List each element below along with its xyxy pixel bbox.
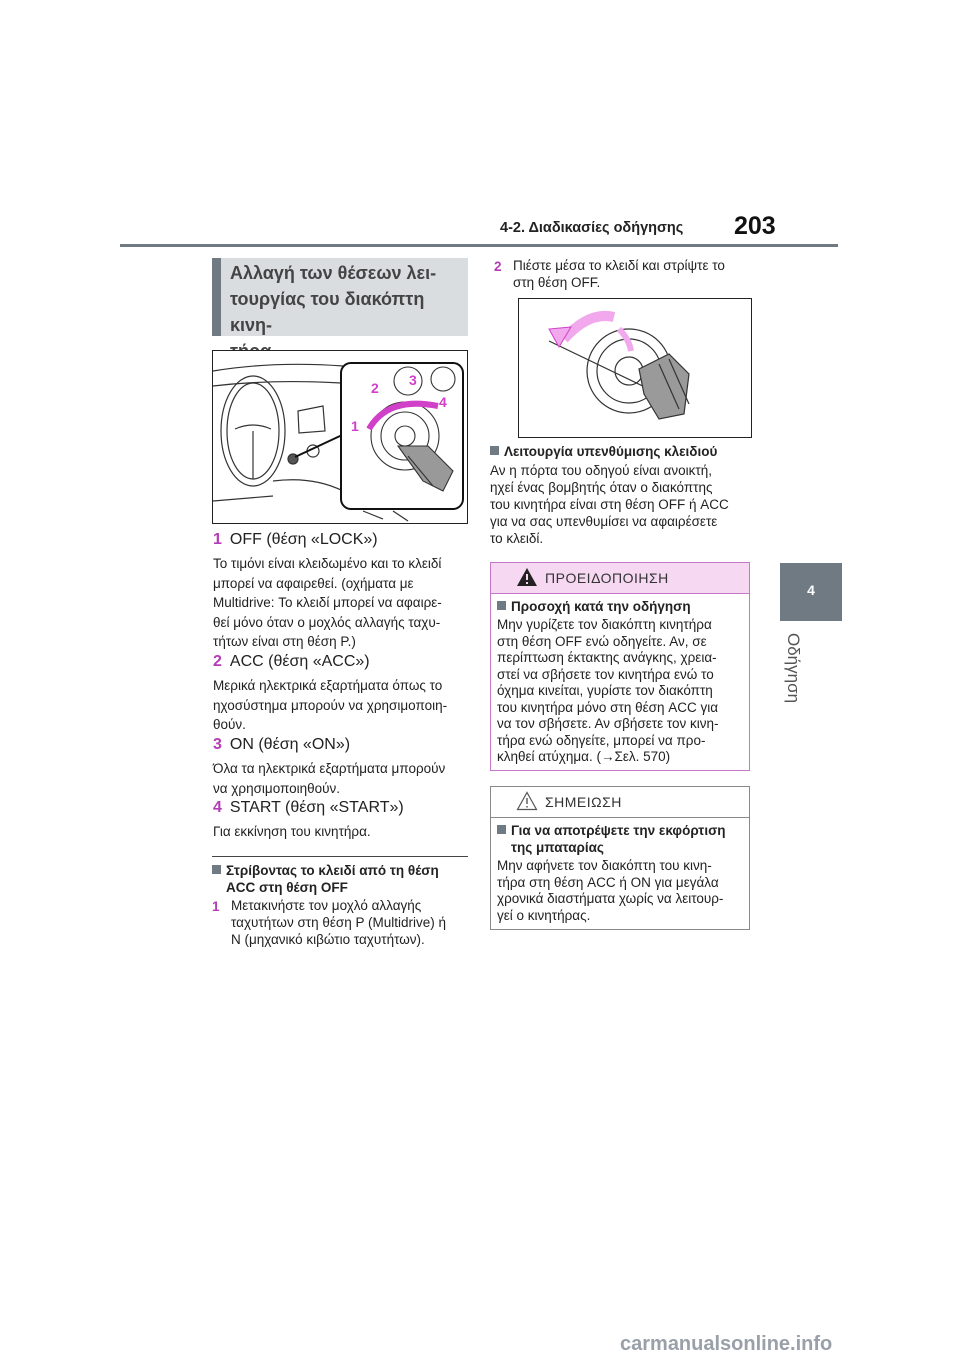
title-accent-bar [212,258,221,336]
step-2-text [513,257,758,291]
text-line: Πιέστε μέσα το κλειδί και στρίψτε το [513,258,725,273]
item-2-number: 2 [213,653,222,670]
note-heading [497,822,747,856]
warning-text [497,617,747,766]
step-1-number: 1 [212,899,220,914]
item-4-title: START (θέση «START») [229,799,404,816]
text-line: τήτων είναι στη θέση P.) [213,634,356,649]
text-line: του κινητήρα είναι στη θέση OFF ή ACC [490,497,729,512]
item-1-title: OFF (θέση «LOCK») [229,531,378,548]
text-line: τήρα στη θέση ACC ή ON για μεγάλα [497,874,719,890]
text-line: στη θέση OFF. [513,275,601,290]
item-3-description [213,759,473,798]
heading-text: Λειτουργία υπενθύμισης κλειδιού [504,444,718,459]
chapter-number: 4 [807,582,815,598]
warning-heading [497,598,747,615]
text-line: Μετακινήστε τον μοχλό αλλαγής [231,898,422,913]
text-line: στη θέση OFF ενώ οδηγείτε. Αν, σε [497,633,707,649]
item-2-heading [213,653,370,671]
section-heading [230,260,464,364]
reminder-text [490,462,758,547]
heading-text: Προσοχή κατά την οδήγηση [511,599,691,614]
heading-text: Στρίβοντας το κλειδί από τη θέση [226,863,439,878]
item-3-number: 3 [213,736,222,753]
item-1-heading [213,531,378,549]
note-text [497,858,747,924]
text-line: να χρησιμοποιηθούν. [213,780,341,796]
item-4-number: 4 [213,799,222,816]
bullet-square-icon [490,446,499,455]
text-line [497,822,747,839]
callout-3: 3 [409,372,417,388]
item-1-number: 1 [213,531,222,548]
text-line: ηχοσύστημα μπορούν να χρησιμοποιη- [213,697,448,713]
step-2-number: 2 [494,259,502,274]
text-line: του κινητήρα μόνο στη θέση ACC για [497,699,719,715]
item-1-description [213,554,473,652]
item-3-title: ON (θέση «ON») [229,736,351,753]
reminder-heading [490,443,758,460]
text-line: Μην γυρίζετε τον διακόπτη κινητήρα [497,617,712,632]
key-turn-illustration [519,299,751,437]
callout-4: 4 [439,394,447,410]
watermark: carmanualsonline.info [620,1333,833,1355]
caution-triangle-icon [516,791,538,811]
item-2-title: ACC (θέση «ACC») [229,653,370,670]
text-line: Για εκκίνηση του κινητήρα. [213,824,371,839]
key-turn-figure [518,298,752,438]
text-line: Μην αφήνετε τον διακόπτη του κινη- [497,858,712,873]
text-line: N (μηχανικό κιβώτιο ταχυτήτων). [231,932,425,947]
text-line: κληθεί ατύχημα. (→Σελ. 570) [497,749,671,764]
note-title: ΣΗΜΕΙΩΣΗ [545,794,622,810]
step-1-text [231,897,476,948]
section-heading-line: τουργίας του διακόπτη κινη- [230,289,425,335]
warning-title: ΠΡΟΕΙΔΟΠΟΙΗΣΗ [545,570,669,586]
text-line: μπορεί να αφαιρεθεί. (οχήματα με [213,575,414,591]
text-line: Το τιμόνι είναι κλειδωμένο και το κλειδί [213,556,442,571]
text-line: γεί ο κινητήρας. [497,907,591,923]
callout-1: 1 [351,418,359,434]
bullet-square-icon [497,825,506,834]
chapter-label-wrap [783,633,839,723]
text-line: στεί να σβήσετε τον κινητήρα ενώ το [497,666,714,682]
text-line: θεί μόνο όταν ο μοχλός αλλαγής ταχυ- [213,614,441,630]
text-line [212,862,472,879]
text-line: θούν. [213,717,246,732]
text-line: της μπαταρίας [511,840,604,855]
callout-2: 2 [371,380,379,396]
chapter-label: Οδήγηση [784,633,803,704]
section-divider [212,856,468,857]
text-line: χρονικά διαστήματα χωρίς να λειτουρ- [497,891,724,906]
text-line: όχημα κινείται, γυρίστε τον διακόπτη [497,683,713,698]
header-divider [120,244,838,247]
text-line: Multidrive: Το κλειδί μπορεί να αφαιρε- [213,595,442,610]
text-line: Αν η πόρτα του οδηγού είναι ανοικτή, [490,463,712,478]
item-4-heading [213,799,404,817]
text-line: για να σας υπενθυμίσει να αφαιρέσετε [490,514,718,529]
text-line: ACC στη θέση OFF [226,880,348,895]
bullet-square-icon [497,601,506,610]
text-line: ηχεί ένας βομβητής όταν ο διακόπτης [490,480,713,495]
text-line: να τον σβήσετε. Αν σβήσετε τον κινη- [497,716,719,731]
text-line: το κλειδί. [490,531,544,546]
ignition-switch-figure [212,350,468,524]
bullet-square-icon [212,865,221,874]
ignition-switch-illustration [213,351,467,523]
page-number: 203 [734,212,776,240]
section-title: 4-2. Διαδικασίες οδήγησης [500,220,684,236]
section-heading-line: Αλλαγή των θέσεων λει- [230,263,437,283]
heading-text: Για να αποτρέψετε την εκφόρτιση [511,823,726,838]
item-2-description [213,676,473,735]
text-line: ταχυτήτων στη θέση P (Multidrive) ή [231,915,447,930]
text-line: Όλα τα ηλεκτρικά εξαρτήματα μπορούν [213,761,446,776]
text-line: Μερικά ηλεκτρικά εξαρτήματα όπως το [213,678,443,693]
turning-key-heading [212,862,472,896]
item-4-description [213,822,473,842]
text-line: τήρα ενώ οδηγείτε, μπορεί να προ- [497,732,706,748]
item-3-heading [213,736,350,754]
text-line: περίπτωση έκτακτης ανάγκης, χρεια- [497,650,717,665]
warning-triangle-icon [516,567,538,587]
